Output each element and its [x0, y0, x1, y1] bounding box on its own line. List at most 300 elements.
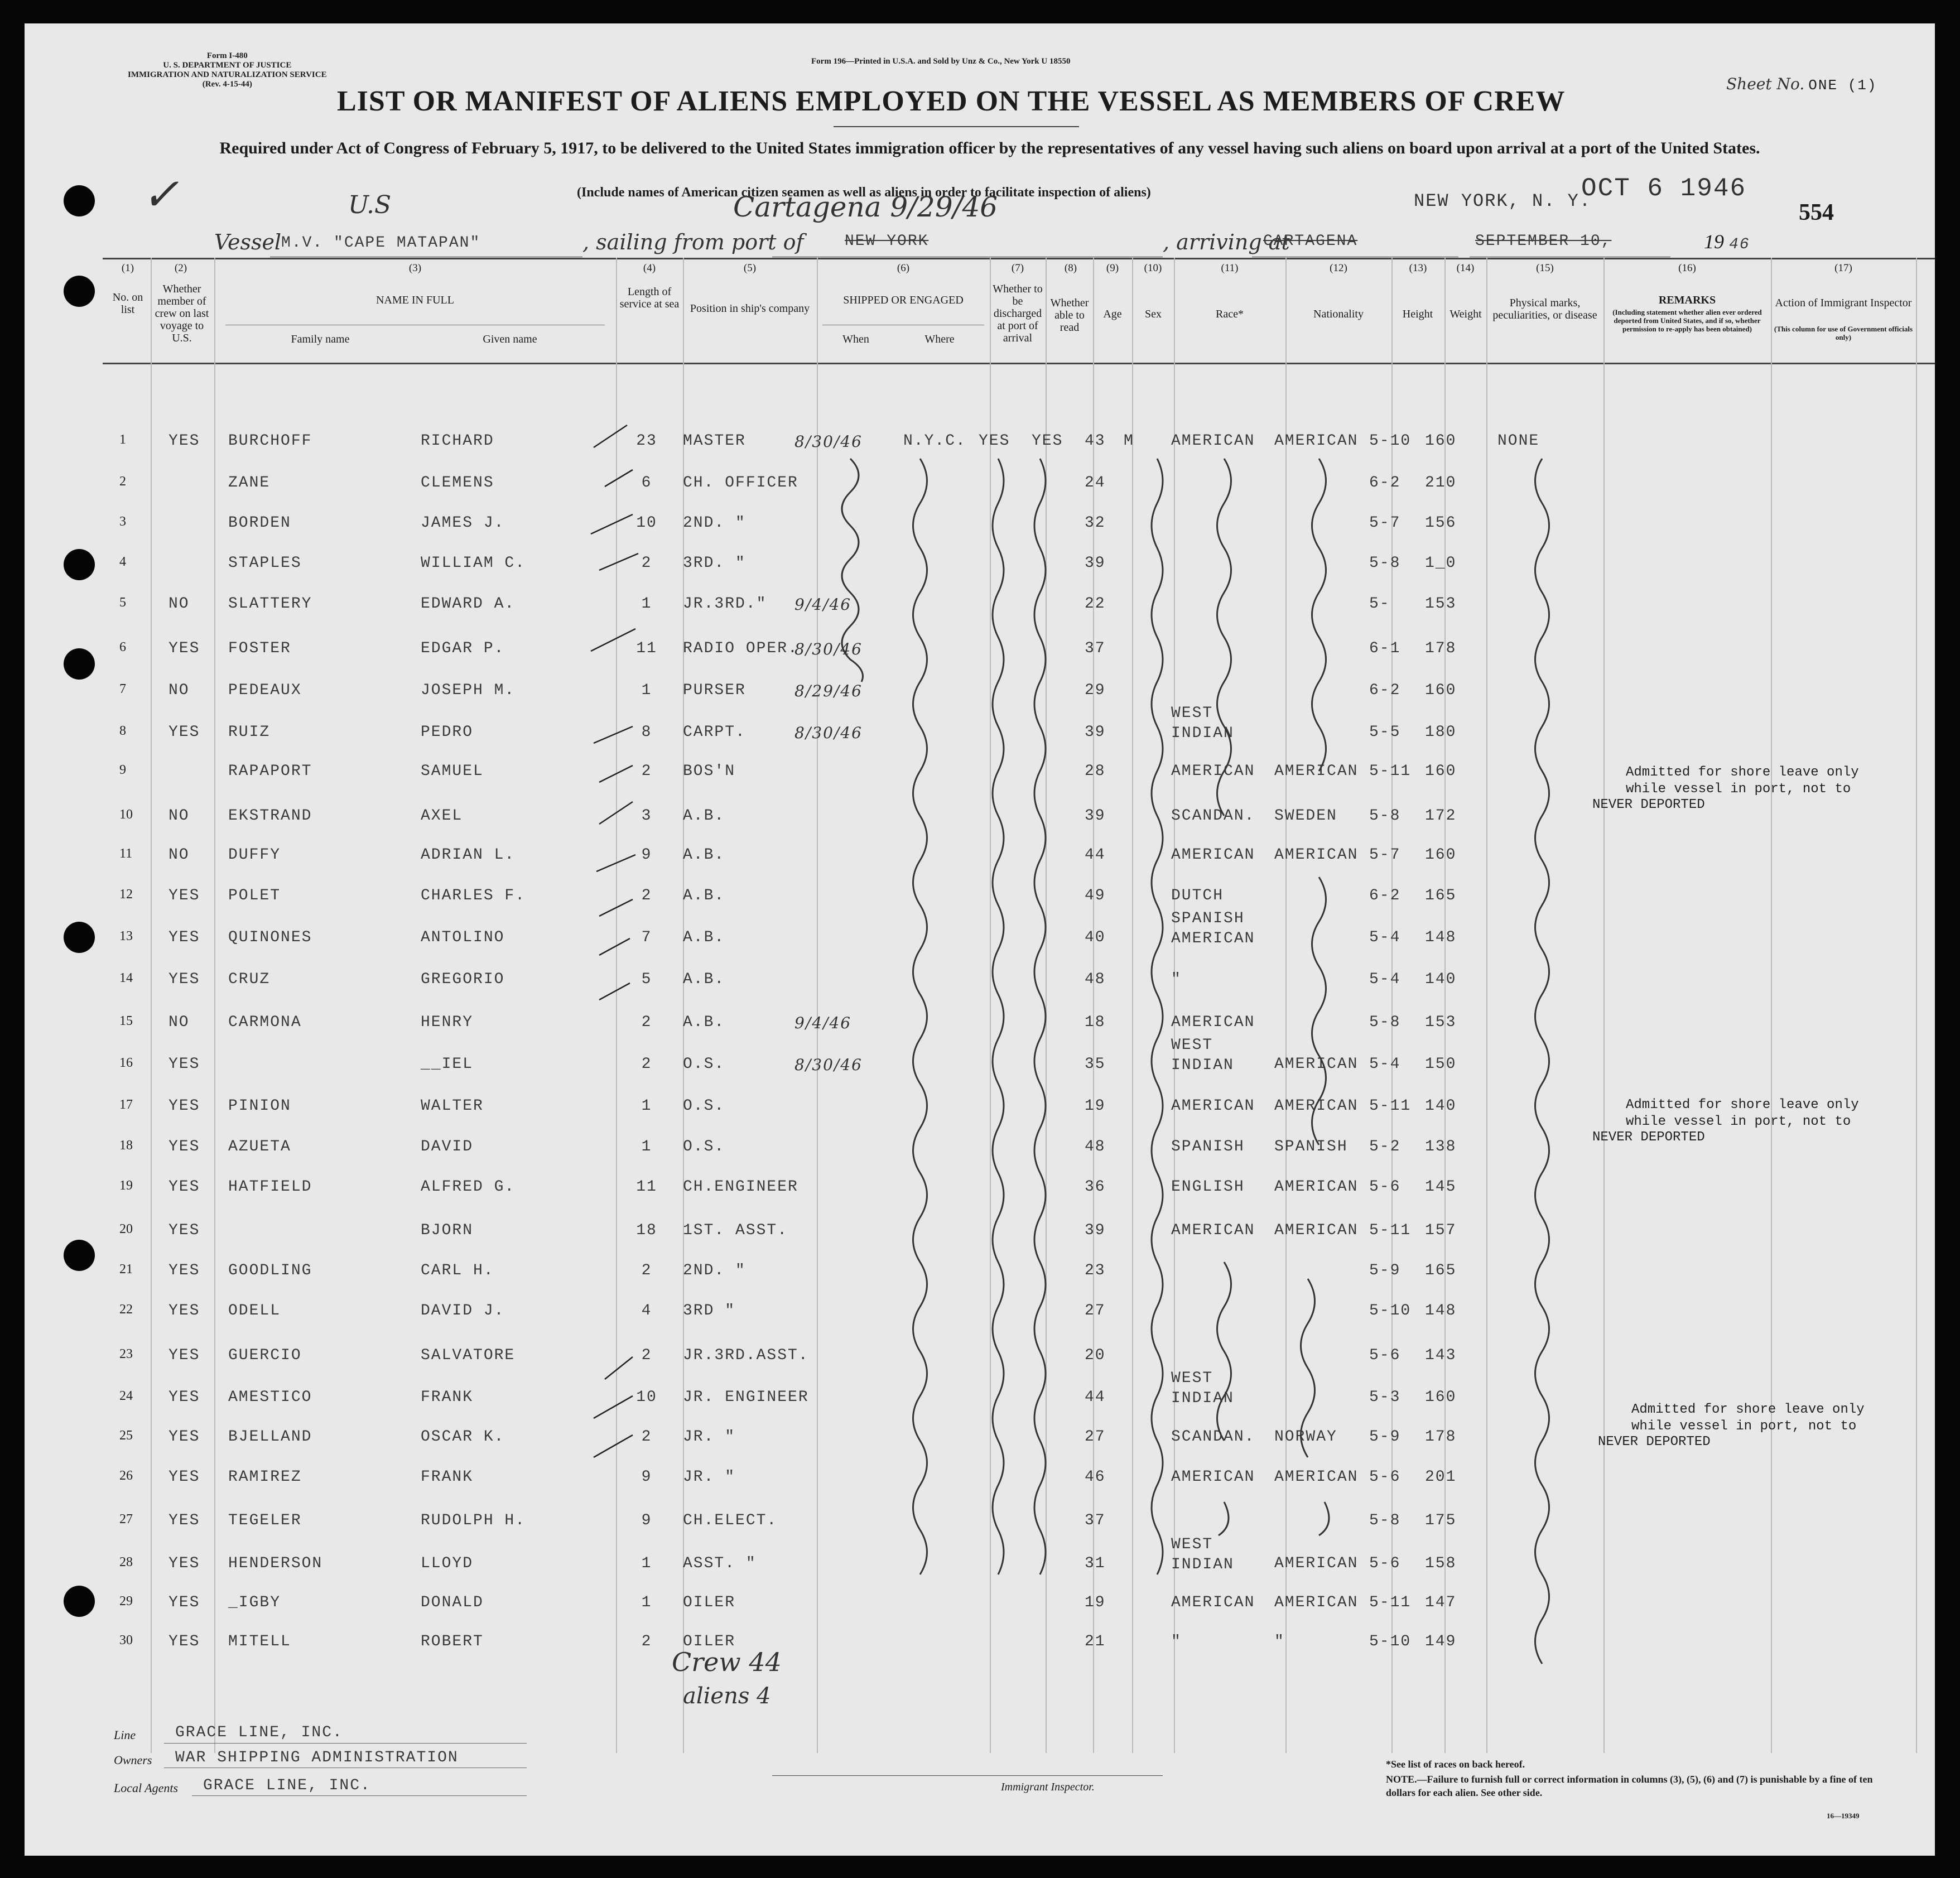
cell-given: ROBERT	[421, 1633, 484, 1650]
cell-service: 8	[641, 724, 652, 741]
cell-given: PEDRO	[421, 724, 474, 741]
cell-nationality: AMERICAN	[1274, 1056, 1359, 1073]
arriving-port: CARTAGENA	[1263, 233, 1358, 250]
cell-age: 48	[1085, 971, 1106, 988]
cell-height: 5-2	[1369, 1138, 1401, 1155]
cell-service: 3	[641, 807, 652, 825]
cell-no: 7	[119, 682, 126, 696]
cell-weight: 160	[1425, 846, 1457, 864]
colnum: (17)	[1834, 262, 1852, 274]
cell-race: SCANDAN.	[1171, 1428, 1255, 1446]
cell-no: 8	[119, 724, 126, 738]
cell-no: 26	[119, 1468, 133, 1483]
cell-height: 5-9	[1369, 1262, 1401, 1279]
cell-family: CRUZ	[228, 971, 271, 988]
cell-service: 2	[641, 1056, 652, 1073]
cell-family: FOSTER	[228, 640, 291, 657]
cell-height: 5-10	[1369, 1633, 1412, 1650]
cell-no: 9	[119, 763, 126, 777]
cell-nationality: AMERICAN	[1274, 1097, 1359, 1115]
cell-last: NO	[168, 846, 190, 864]
remark-never-deported: NEVER DEPORTED	[1592, 1130, 1705, 1145]
cell-given: GREGORIO	[421, 971, 505, 988]
cell-height: 5-10	[1369, 1302, 1412, 1320]
cell-height: 5-4	[1369, 971, 1401, 988]
cell-family: POLET	[228, 887, 281, 904]
header-where: Where	[924, 333, 955, 345]
cell-race: AMERICAN	[1171, 846, 1255, 864]
colnum: (4)	[643, 262, 656, 274]
cell-race: AMERICAN	[1171, 1097, 1255, 1115]
cell-no: 29	[119, 1594, 133, 1609]
cell-age: 19	[1085, 1594, 1106, 1611]
cell-when: 8/30/46	[794, 640, 863, 658]
colnum: (3)	[408, 262, 422, 274]
cell-marks: NONE	[1497, 432, 1540, 450]
header-physical-marks: Physical marks, peculiarities, or disease	[1492, 297, 1597, 321]
cell-family: DUFFY	[228, 846, 281, 864]
cell-age: 18	[1085, 1014, 1106, 1031]
cell-height: 5-3	[1369, 1389, 1401, 1406]
department-line: U. S. DEPARTMENT OF JUSTICE	[163, 61, 292, 70]
cell-last: YES	[168, 1468, 200, 1486]
cell-when: 9/4/46	[794, 595, 852, 614]
cell-service: 23	[636, 432, 657, 450]
cell-position: JR. ENGINEER	[683, 1389, 809, 1406]
service-line: IMMIGRATION AND NATURALIZATION SERVICE	[128, 70, 327, 79]
cell-last: YES	[168, 1097, 200, 1115]
date-stamp-place: NEW YORK, N. Y.	[1414, 191, 1592, 211]
cell-weight: 150	[1425, 1056, 1457, 1073]
cell-nationality: AMERICAN	[1274, 763, 1359, 780]
header-sex: Sex	[1145, 308, 1162, 320]
cell-age: 40	[1085, 929, 1106, 946]
cell-weight: 148	[1425, 929, 1457, 946]
header-shipped: SHIPPED OR ENGAGED	[843, 294, 964, 306]
cell-service: 1	[641, 1097, 652, 1115]
cell-height: 5-5	[1369, 724, 1401, 741]
cell-given: EDGAR P.	[421, 640, 505, 657]
header-weight: Weight	[1449, 308, 1482, 320]
cell-position: CH.ENGINEER	[683, 1178, 798, 1196]
cell-given: CHARLES F.	[421, 887, 526, 904]
cell-no: 2	[119, 474, 126, 489]
cell-given: SAMUEL	[421, 763, 484, 780]
cell-weight: 149	[1425, 1633, 1457, 1650]
colnum: (5)	[743, 262, 757, 274]
colnum: (10)	[1144, 262, 1162, 274]
cell-given: ADRIAN L.	[421, 846, 516, 864]
cell-when: 8/30/46	[794, 724, 863, 742]
cell-position: 2ND. "	[683, 514, 746, 532]
cell-service: 1	[641, 595, 652, 613]
colnum: (14)	[1456, 262, 1475, 274]
cell-service: 2	[641, 1347, 652, 1364]
cell-race: AMERICAN	[1171, 763, 1255, 780]
cell-race: SCANDAN.	[1171, 807, 1255, 825]
date-stamp-date: OCT 6 1946	[1581, 174, 1747, 203]
cell-weight: 160	[1425, 682, 1457, 699]
cell-age: 29	[1085, 682, 1106, 699]
cell-no: 11	[119, 846, 133, 861]
cell-family: QUINONES	[228, 929, 312, 946]
cell-given: JOSEPH M.	[421, 682, 516, 699]
cell-weight: 178	[1425, 640, 1457, 657]
cell-last: YES	[168, 432, 200, 450]
cell-weight: 156	[1425, 514, 1457, 532]
cell-position: OILER	[683, 1633, 736, 1650]
cell-last: YES	[168, 1594, 200, 1611]
cell-no: 30	[119, 1633, 133, 1648]
cell-read: YES	[1032, 432, 1063, 450]
cell-height: 5-6	[1369, 1555, 1401, 1572]
cell-height: 5-11	[1369, 1097, 1412, 1115]
colnum: (2)	[174, 262, 187, 274]
crew-count-note: Crew 44	[672, 1647, 782, 1677]
cell-race: AMERICAN	[1171, 1222, 1255, 1239]
cell-family: HATFIELD	[228, 1178, 312, 1196]
cell-weight: 147	[1425, 1594, 1457, 1611]
header-read: Whether able to read	[1050, 297, 1089, 334]
cell-age: 43	[1085, 432, 1106, 450]
cell-no: 16	[119, 1056, 133, 1070]
cell-weight: 140	[1425, 971, 1457, 988]
colnum: (8)	[1064, 262, 1077, 274]
cell-service: 2	[641, 555, 652, 572]
include-note: (Include names of American citizen seamen as well as aliens in order to facilitate inspection of aliens)	[577, 185, 1151, 200]
cell-no: 27	[119, 1512, 133, 1527]
cell-position: JR.3RD.ASST.	[683, 1347, 809, 1364]
inspector-label: Immigrant Inspector.	[1001, 1781, 1095, 1793]
cell-given: BJORN	[421, 1222, 474, 1239]
colnum: (7)	[1011, 262, 1024, 274]
cell-last: YES	[168, 724, 200, 741]
cell-nationality: SWEDEN	[1274, 807, 1337, 825]
cell-where: N.Y.C.	[903, 432, 966, 450]
cell-family: GUERCIO	[228, 1347, 302, 1364]
cell-given: EDWARD A.	[421, 595, 516, 613]
cell-last: YES	[168, 1302, 200, 1320]
cell-position: JR.3RD."	[683, 595, 767, 613]
cell-position: CH.ELECT.	[683, 1512, 778, 1529]
cell-height: 5-6	[1369, 1178, 1401, 1196]
cell-age: 44	[1085, 846, 1106, 864]
remark-stamp: Admitted for shore leave only while vessel in port, not to	[1631, 1402, 1865, 1434]
header-remarks: REMARKS	[1658, 294, 1716, 306]
cell-nationality: AMERICAN	[1274, 1555, 1359, 1572]
cell-age: 21	[1085, 1633, 1106, 1650]
cell-no: 17	[119, 1097, 133, 1112]
requirement-text: Required under Act of Congress of February 5, 1917, to be delivered to the United States immigration officer by the representatives of any vessel having such aliens on board upon arrival at a port of the United States.	[219, 139, 1760, 157]
cell-race: WEST INDIAN	[1171, 1037, 1234, 1074]
cell-age: 31	[1085, 1555, 1106, 1572]
cell-given: WILLIAM C.	[421, 555, 526, 572]
cell-position: JR. "	[683, 1428, 736, 1446]
cell-weight: 157	[1425, 1222, 1457, 1239]
header-nationality: Nationality	[1313, 308, 1364, 320]
header-discharged: Whether to be discharged at port of arrival	[993, 283, 1043, 344]
penalty-note: NOTE.—Failure to furnish full or correct information in columns (3), (5), (6) and (7) is punishable by a fine of ten dollars for each alien. See other side.	[1386, 1774, 1873, 1798]
cell-weight: 165	[1425, 887, 1457, 904]
sailing-handwritten: Cartagena 9/29/46	[733, 191, 998, 223]
cell-when: 8/30/46	[794, 1056, 863, 1074]
remark-never-deported: NEVER DEPORTED	[1598, 1434, 1711, 1450]
cell-height: 5-9	[1369, 1428, 1401, 1446]
cell-position: A.B.	[683, 846, 725, 864]
colnum: (13)	[1409, 262, 1427, 274]
owners-label: Owners	[114, 1753, 152, 1767]
cell-last: YES	[168, 1555, 200, 1572]
cell-family: BURCHOFF	[228, 432, 312, 450]
cell-given: __IEL	[421, 1056, 474, 1073]
cell-no: 12	[119, 887, 133, 902]
cell-family: AMESTICO	[228, 1389, 312, 1406]
page-number: 554	[1799, 200, 1834, 225]
cell-age: 24	[1085, 474, 1106, 492]
cell-age: 39	[1085, 1222, 1106, 1239]
sheet-number: Sheet No. ONE (1)	[1726, 75, 1877, 94]
cell-given: FRANK	[421, 1389, 474, 1406]
cell-weight: 160	[1425, 763, 1457, 780]
cell-given: OSCAR K.	[421, 1428, 505, 1446]
cell-weight: 210	[1425, 474, 1457, 492]
cell-no: 19	[119, 1178, 133, 1193]
cell-last: YES	[168, 1633, 200, 1650]
cell-height: 5-7	[1369, 846, 1401, 864]
cell-given: HENRY	[421, 1014, 474, 1031]
cell-position: BOS'N	[683, 763, 736, 780]
cell-last: YES	[168, 1512, 200, 1529]
cell-family: SLATTERY	[228, 595, 312, 613]
cell-height: 5-10	[1369, 432, 1412, 450]
cell-position: 3RD. "	[683, 555, 746, 572]
cell-given: LLOYD	[421, 1555, 474, 1572]
manifest-sheet	[25, 23, 1935, 1856]
printer-line: Form 196—Printed in U.S.A. and Sold by Unz & Co., New York U 18550	[811, 57, 1071, 66]
cell-height: 5-6	[1369, 1468, 1401, 1486]
cell-given: CARL H.	[421, 1262, 494, 1279]
cell-last: YES	[168, 1389, 200, 1406]
cell-height: 5-6	[1369, 1347, 1401, 1364]
cell-no: 13	[119, 929, 133, 943]
alien-count-note: aliens 4	[683, 1683, 771, 1709]
cell-weight: 160	[1425, 1389, 1457, 1406]
cell-race: AMERICAN	[1171, 1468, 1255, 1486]
cell-age: 36	[1085, 1178, 1106, 1196]
cell-race: SPANISH AMERICAN	[1171, 910, 1255, 947]
colnum: (15)	[1536, 262, 1554, 274]
cell-no: 3	[119, 514, 126, 529]
cell-position: PURSER	[683, 682, 746, 699]
cell-age: 37	[1085, 640, 1106, 657]
cell-last: YES	[168, 1138, 200, 1155]
cell-height: 5-8	[1369, 807, 1401, 825]
header-no: No. on list	[112, 291, 143, 316]
cell-race: WEST INDIAN	[1171, 705, 1234, 742]
cell-last: NO	[168, 807, 190, 825]
cell-race: WEST INDIAN	[1171, 1536, 1234, 1573]
cell-position: 3RD "	[683, 1302, 736, 1320]
cell-when: 9/4/46	[794, 1014, 852, 1032]
cell-family: RAMIREZ	[228, 1468, 302, 1486]
cell-family: EKSTRAND	[228, 807, 312, 825]
cell-nationality: AMERICAN	[1274, 432, 1359, 450]
header-race: Race*	[1216, 308, 1244, 320]
cell-family: PEDEAUX	[228, 682, 302, 699]
header-age: Age	[1103, 308, 1122, 320]
colnum: (11)	[1221, 262, 1239, 274]
cell-service: 2	[641, 1428, 652, 1446]
vessel-annotation: U.S	[348, 191, 392, 219]
cell-family: CARMONA	[228, 1014, 302, 1031]
cell-race: AMERICAN	[1171, 432, 1255, 450]
colnum: (1)	[121, 262, 134, 274]
cell-given: WALTER	[421, 1097, 484, 1115]
cell-weight: 138	[1425, 1138, 1457, 1155]
cell-family: BORDEN	[228, 514, 291, 532]
cell-service: 9	[641, 1468, 652, 1486]
cell-age: 39	[1085, 555, 1106, 572]
cell-no: 23	[119, 1347, 133, 1361]
cell-given: RICHARD	[421, 432, 494, 450]
cell-position: A.B.	[683, 929, 725, 946]
header-given-name: Given name	[483, 333, 537, 345]
cell-position: ASST. "	[683, 1555, 757, 1572]
cell-family: RUIZ	[228, 724, 271, 741]
cell-no: 25	[119, 1428, 133, 1443]
cell-given: FRANK	[421, 1468, 474, 1486]
cell-when: 8/30/46	[794, 432, 863, 451]
cell-service: 18	[636, 1222, 657, 1239]
vessel-line: Vessel	[214, 230, 282, 254]
cell-weight: 158	[1425, 1555, 1457, 1572]
cell-service: 11	[636, 640, 657, 657]
cell-age: 22	[1085, 595, 1106, 613]
cell-nationality: "	[1274, 1633, 1285, 1650]
cell-age: 49	[1085, 887, 1106, 904]
cell-service: 10	[636, 1389, 657, 1406]
cell-position: O.S.	[683, 1097, 725, 1115]
cell-no: 14	[119, 971, 133, 985]
cell-age: 39	[1085, 724, 1106, 741]
header-action: Action of Immigrant Inspector	[1775, 297, 1912, 309]
cell-last: NO	[168, 682, 190, 699]
colnum: (6)	[897, 262, 910, 274]
header-height: Height	[1402, 308, 1433, 320]
cell-family: AZUETA	[228, 1138, 291, 1155]
cell-family: STAPLES	[228, 555, 302, 572]
cell-given: RUDOLPH H.	[421, 1512, 526, 1529]
cell-family: HENDERSON	[228, 1555, 323, 1572]
cell-height: 6-2	[1369, 887, 1401, 904]
cell-family: PINION	[228, 1097, 291, 1115]
cell-sex: M	[1124, 432, 1134, 450]
cell-no: 24	[119, 1389, 133, 1403]
cell-last: YES	[168, 1056, 200, 1073]
cell-given: AXEL	[421, 807, 463, 825]
cell-weight: 148	[1425, 1302, 1457, 1320]
cell-position: OILER	[683, 1594, 736, 1611]
line-label: Line	[114, 1728, 136, 1742]
cell-position: CH. OFFICER	[683, 474, 798, 492]
cell-family: TEGELER	[228, 1512, 302, 1529]
cell-family: ZANE	[228, 474, 271, 492]
cell-service: 11	[636, 1178, 657, 1196]
cell-service: 9	[641, 1512, 652, 1529]
cell-nationality: AMERICAN	[1274, 846, 1359, 864]
cell-weight: 178	[1425, 1428, 1457, 1446]
header-position: Position in ship's company	[690, 302, 810, 315]
cell-family: GOODLING	[228, 1262, 312, 1279]
revision-line: (Rev. 4-15-44)	[202, 80, 252, 89]
cell-nationality: NORWAY	[1274, 1428, 1337, 1446]
arrival-year: 19 46	[1704, 230, 1750, 253]
line-value: GRACE LINE, INC.	[175, 1724, 343, 1741]
cell-age: 44	[1085, 1389, 1106, 1406]
cell-service: 2	[641, 1014, 652, 1031]
cell-position: A.B.	[683, 971, 725, 988]
header-action-sub: (This column for use of Government officials only)	[1774, 325, 1913, 341]
cell-height: 5-8	[1369, 555, 1401, 572]
cell-last: YES	[168, 887, 200, 904]
cell-nationality: AMERICAN	[1274, 1594, 1359, 1611]
cell-position: 2ND. "	[683, 1262, 746, 1279]
header-when: When	[842, 333, 869, 345]
cell-weight: 165	[1425, 1262, 1457, 1279]
cell-service: 1	[641, 1138, 652, 1155]
cell-height: 5-8	[1369, 1512, 1401, 1529]
cell-discharged: YES	[979, 432, 1010, 450]
cell-height: 5-4	[1369, 929, 1401, 946]
cell-last: YES	[168, 929, 200, 946]
cell-age: 27	[1085, 1428, 1106, 1446]
cell-family: RAPAPORT	[228, 763, 312, 780]
cell-last: YES	[168, 1222, 200, 1239]
cell-service: 9	[641, 846, 652, 864]
owners-value: WAR SHIPPING ADMINISTRATION	[175, 1749, 459, 1766]
cell-last: YES	[168, 640, 200, 657]
cell-position: A.B.	[683, 887, 725, 904]
cell-height: 6-1	[1369, 640, 1401, 657]
cell-service: 6	[641, 474, 652, 492]
cell-given: CLEMENS	[421, 474, 494, 492]
cell-service: 2	[641, 763, 652, 780]
cell-height: 5-11	[1369, 1222, 1412, 1239]
cell-age: 27	[1085, 1302, 1106, 1320]
sailing-label: , sailing from port of	[582, 230, 804, 254]
cell-race: SPANISH	[1171, 1138, 1245, 1155]
page-title: LIST OR MANIFEST OF ALIENS EMPLOYED ON THE VESSEL AS MEMBERS OF CREW	[337, 85, 1566, 117]
cell-weight: 153	[1425, 1014, 1457, 1031]
cell-age: 48	[1085, 1138, 1106, 1155]
cell-no: 1	[119, 432, 126, 447]
cell-age: 39	[1085, 807, 1106, 825]
remark-never-deported: NEVER DEPORTED	[1592, 797, 1705, 812]
colnum: (9)	[1106, 262, 1119, 274]
cell-given: DAVID J.	[421, 1302, 505, 1320]
remark-stamp: Admitted for shore leave only while vessel in port, not to	[1626, 1097, 1859, 1129]
cell-no: 18	[119, 1138, 133, 1153]
cell-given: JAMES J.	[421, 514, 505, 532]
cell-age: 23	[1085, 1262, 1106, 1279]
cell-weight: 1_0	[1425, 555, 1457, 572]
cell-no: 28	[119, 1555, 133, 1569]
cell-race: DUTCH	[1171, 887, 1224, 904]
cell-height: 5-8	[1369, 1014, 1401, 1031]
races-note: *See list of races on back hereof.	[1386, 1759, 1525, 1770]
cell-weight: 140	[1425, 1097, 1457, 1115]
arrival-date: SEPTEMBER 10,	[1475, 233, 1612, 250]
